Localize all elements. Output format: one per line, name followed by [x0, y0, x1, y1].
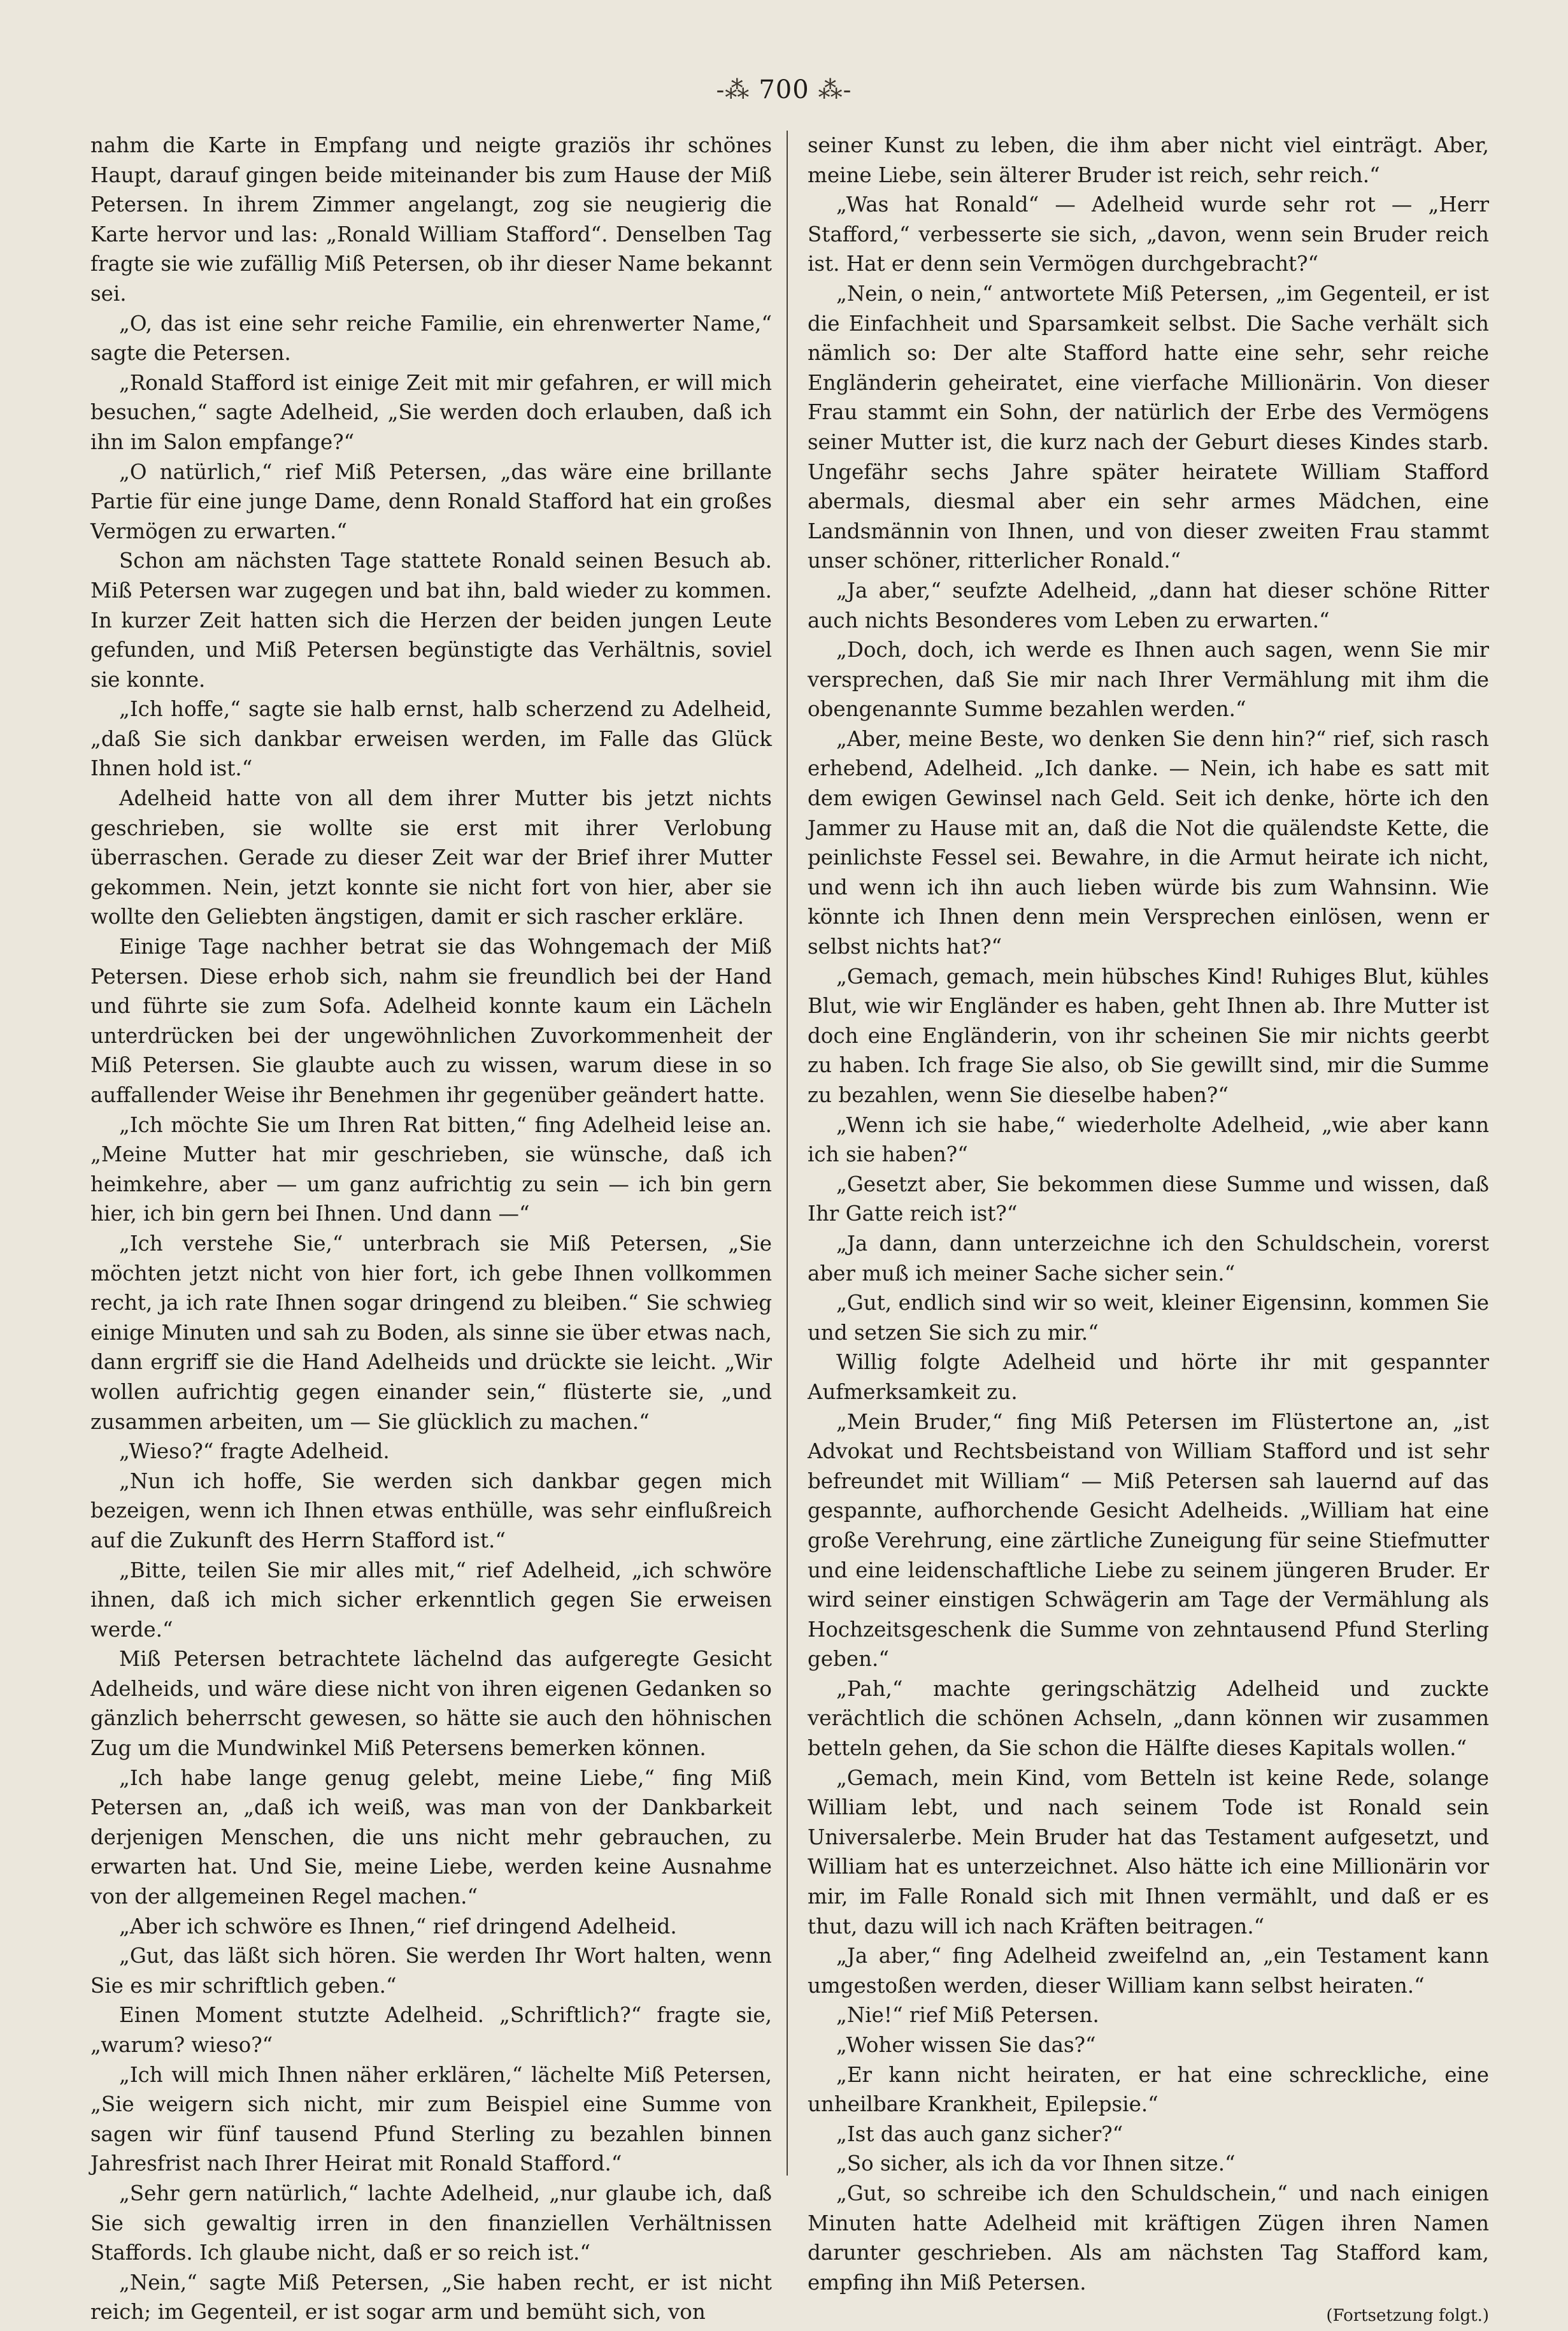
paragraph: „Ich hoffe,“ sagte sie halb ernst, halb scherzend zu Adelheid, „daß Sie sich dankbar erweisen werden, im Falle das Glück Ihnen hold ist.“	[90, 697, 772, 781]
paragraph: Adelheid hatte von all dem ihrer Mutter bis jetzt nichts geschrieben, sie wollte sie erst mit ihrer Verlobung überraschen. Gerade zu dieser Zeit war der Brief ihrer Mutter gekommen. Nein, jetzt konnte sie nicht fort von hier, aber sie wollte den Geliebten ängstigen, damit er sich rascher erkläre.	[90, 786, 772, 929]
column-divider	[787, 131, 788, 2176]
paragraph: „Ronald Stafford ist einige Zeit mit mir gefahren, er will mich besuchen,“ sagte Adelheid, „Sie werden doch erlauben, daß ich ihn im Salon empfange?“	[90, 370, 772, 454]
paragraph: Willig folgte Adelheid und hörte ihr mit gespannter Aufmerksamkeit zu.	[808, 1350, 1489, 1404]
right-paragraphs	[808, 131, 1489, 2297]
paragraph: „Doch, doch, ich werde es Ihnen auch sagen, wenn Sie mir versprechen, daß Sie mir nach Ihrer Vermählung mit ihm die obengenannte Summe bezahlen werden.“	[808, 638, 1489, 722]
paragraph: „Ich will mich Ihnen näher erklären,“ lächelte Miß Petersen, „Sie weigern sich nicht, mir zum Beispiel eine Summe von sagen wir fünf tausend Pfund Sterling zu bezahlen binnen Jahresfrist nach Ihrer Heirat mit Ronald Stafford.“	[90, 2062, 772, 2176]
paragraph: „Gut, endlich sind wir so weit, kleiner Eigensinn, kommen Sie und setzen Sie sich zu mir.“	[808, 1291, 1489, 1345]
paragraph: „Nun ich hoffe, Sie werden sich dankbar gegen mich bezeigen, wenn ich Ihnen etwas enthülle, was sehr einflußreich auf die Zukunft des Herrn Stafford ist.“	[90, 1468, 772, 1553]
paragraph: „Sehr gern natürlich,“ lachte Adelheid, „nur glaube ich, daß Sie sich gewaltig irren in den finanziellen Verhältnissen Staffords. Ich glaube nicht, daß er so reich ist.“	[90, 2181, 772, 2265]
paragraph: „Nein,“ sagte Miß Petersen, „Sie haben recht, er ist nicht reich; im Gegenteil, er ist sogar arm und bemüht sich, von	[90, 2270, 772, 2325]
paragraph: „Ja aber,“ fing Adelheid zweifelnd an, „ein Testament kann umgestoßen werden, dieser William kann selbst heiraten.“	[808, 1944, 1489, 1998]
paragraph: „Gut, so schreibe ich den Schuldschein,“ und nach einigen Minuten hatte Adelheid mit kräftigen Zügen ihren Namen darunter geschrieben. Als am nächsten Tag Stafford kam, empfing ihn Miß Petersen.	[808, 2181, 1489, 2295]
paragraph: „Ich möchte Sie um Ihren Rat bitten,“ fing Adelheid leise an. „Meine Mutter hat mir geschrieben, sie wünsche, daß ich heimkehre, aber — um ganz aufrichtig zu sein — ich bin gern hier, ich bin gern bei Ihnen. Und dann —“	[90, 1112, 772, 1226]
paragraph: „Wieso?“ fragte Adelheid.	[119, 1439, 390, 1464]
paragraph: „Gemach, gemach, mein hübsches Kind! Ruhiges Blut, kühles Blut, wie wir Engländer es haben, geht Ihnen ab. Ihre Mutter ist doch eine Engländerin, von ihr scheinen Sie mir nichts geerbt zu haben. Ich frage Sie also, ob Sie gewillt sind, mir die Summe zu bezahlen, wenn Sie dieselbe haben?“	[808, 964, 1489, 1107]
ornament-right-icon: ⁂-	[818, 76, 852, 104]
paragraph: Einen Moment stutzte Adelheid. „Schriftlich?“ fragte sie, „warum? wieso?“	[90, 2003, 772, 2057]
paragraph: „Aber ich schwöre es Ihnen,“ rief dringend Adelheid.	[119, 1914, 677, 1939]
paragraph: „Was hat Ronald“ — Adelheid wurde sehr rot — „Herr Stafford,“ verbesserte sie sich, „davon, wenn sein Bruder reich ist. Hat er denn sein Vermögen durchgebracht?“	[808, 192, 1489, 276]
left-column	[90, 131, 772, 2325]
paragraph: „Mein Bruder,“ fing Miß Petersen im Flüstertone an, „ist Advokat und Rechtsbeistand von William Stafford und ist sehr befreundet mit William“ — Miß Petersen sah lauernd auf das gespannte, aufhorchende Gesicht Adelheids. „William hat eine große Verehrung, eine zärtliche Zuneigung für seine Stiefmutter und eine leidenschaftliche Liebe zu seinem jüngeren Bruder. Er wird seiner einstigen Schwägerin am Tage der Vermählung als Hochzeitsgeschenk die Summe von zehntausend Pfund Sterling geben.“	[808, 1409, 1489, 1672]
paragraph: „Ich verstehe Sie,“ unterbrach sie Miß Petersen, „Sie möchten jetzt nicht von hier fort, ich gebe Ihnen vollkommen recht, ja ich rate Ihnen sogar dringend zu bleiben.“ Sie schwieg einige Minuten und sah zu Boden, als sinne sie über etwas nach, dann ergriff sie die Hand Adelheids und drückte sie leicht. „Wir wollen aufrichtig gegen einander sein,“ flüsterte sie, „und zusammen arbeiten, um — Sie glücklich zu machen.“	[90, 1231, 772, 1434]
paragraph: „Ist das auch ganz sicher?“	[836, 2121, 1123, 2146]
paragraph: Einige Tage nachher betrat sie das Wohngemach der Miß Petersen. Diese erhob sich, nahm sie freundlich bei der Hand und führte sie zum Sofa. Adelheid konnte kaum ein Lächeln unterdrücken bei der ungewöhnlichen Zuvorkommenheit der Miß Petersen. Sie glaubte auch zu wissen, warum diese in so auffallender Weise ihr Benehmen ihr gegenüber geändert hatte.	[90, 935, 772, 1107]
paragraph: „Er kann nicht heiraten, er hat eine schreckliche, eine unheilbare Krankheit, Epilepsie.“	[808, 2062, 1489, 2117]
paragraph: „Wenn ich sie habe,“ wiederholte Adelheid, „wie aber kann ich sie haben?“	[808, 1112, 1489, 1167]
paragraph: „Ja aber,“ seufzte Adelheid, „dann hat dieser schöne Ritter auch nichts Besonderes vom Leben zu erwarten.“	[808, 578, 1489, 633]
paragraph: „O natürlich,“ rief Miß Petersen, „das wäre eine brillante Partie für eine junge Dame, denn Ronald Stafford hat ein großes Vermögen zu erwarten.“	[90, 459, 772, 543]
paragraph: „Pah,“ machte geringschätzig Adelheid und zuckte verächtlich die schönen Achseln, „dann können wir zusammen betteln gehen, da Sie schon die Hälfte dieses Kapitals wollen.“	[808, 1676, 1489, 1761]
paragraph: „Gemach, mein Kind, vom Betteln ist keine Rede, solange William lebt, und nach seinem Tode ist Ronald sein Universalerbe. Mein Bruder hat das Testament aufgesetzt, und William hat es unterzeichnet. Also hätte ich eine Millionärin vor mir, im Falle Ronald sich mit Ihnen vermählt, und daß er es thut, dazu will ich nach Kräften beitragen.“	[808, 1765, 1489, 1939]
paragraph: „O, das ist eine sehr reiche Familie, ein ehrenwerter Name,“ sagte die Petersen.	[90, 311, 772, 366]
continuation-note: (Fortsetzung folgt.)	[1326, 2306, 1489, 2326]
paragraph: „Ich habe lange genug gelebt, meine Liebe,“ fing Miß Petersen an, „daß ich weiß, was man von der Dankbarkeit derjenigen Menschen, die uns nicht mehr gebrauchen, zu erwarten hat. Und Sie, meine Liebe, werden keine Ausnahme von der allgemeinen Regel machen.“	[90, 1765, 772, 1909]
paragraph: „Nie!“ rief Miß Petersen.	[836, 2003, 1099, 2028]
paragraph: „Woher wissen Sie das?“	[836, 2033, 1096, 2057]
ornament-left-icon: -⁂	[716, 76, 750, 104]
page-number: 700	[759, 75, 809, 104]
paragraph: nahm die Karte in Empfang und neigte graziös ihr schönes Haupt, darauf gingen beide miteinander bis zum Hause der Miß Petersen. In ihrem Zimmer angelangt, zog sie neugierig die Karte hervor und las: „Ronald William Stafford“. Denselben Tag fragte sie wie zufällig Miß Petersen, ob ihr dieser Name bekannt sei.	[90, 133, 772, 306]
paragraph: seiner Kunst zu leben, die ihm aber nicht viel einträgt. Aber, meine Liebe, sein älterer Bruder ist reich, sehr reich.“	[808, 133, 1489, 187]
right-column	[808, 131, 1489, 2326]
paragraph: Miß Petersen betrachtete lächelnd das aufgeregte Gesicht Adelheids, und wäre diese nicht von ihren eigenen Gedanken so gänzlich beherrscht gewesen, so hätte sie auch den höhnischen Zug um die Mundwinkel Miß Petersens bemerken können.	[90, 1647, 772, 1761]
paragraph: „Nein, o nein,“ antwortete Miß Petersen, „im Gegenteil, er ist die Einfachheit und Sparsamkeit selbst. Die Sache verhält sich nämlich so: Der alte Stafford hatte eine sehr, sehr reiche Engländerin geheiratet, eine vierfache Millionärin. Von dieser Frau stammt ein Sohn, der natürlich der Erbe des Vermögens seiner Mutter ist, die kurz nach der Geburt dieses Kindes starb. Ungefähr sechs Jahre später heiratete William Stafford abermals, diesmal aber ein sehr armes Mädchen, eine Landsmännin von Ihnen, und von dieser zweiten Frau stammt unser schöner, ritterlicher Ronald.“	[808, 281, 1489, 573]
paragraph: „Gesetzt aber, Sie bekommen diese Summe und wissen, daß Ihr Gatte reich ist?“	[808, 1172, 1489, 1226]
paragraph: Schon am nächsten Tage stattete Ronald seinen Besuch ab. Miß Petersen war zugegen und bat ihn, bald wieder zu kommen. In kurzer Zeit hatten sich die Herzen der beiden jungen Leute gefunden, und Miß Petersen begünstigte das Verhältnis, soviel sie konnte.	[90, 549, 772, 692]
paragraph: „Gut, das läßt sich hören. Sie werden Ihr Wort halten, wenn Sie es mir schriftlich geben.“	[90, 1944, 772, 1998]
page-header	[0, 75, 1568, 104]
paragraph: „Aber, meine Beste, wo denken Sie denn hin?“ rief, sich rasch erhebend, Adelheid. „Ich danke. — Nein, ich habe es satt mit dem ewigen Gewinsel nach Geld. Seit ich denke, hörte ich den Jammer zu Hause mit an, daß die Not die quälendste Kette, die peinlichste Fessel sei. Bewahre, in die Armut heirate ich nicht, und wenn ich ihn auch lieben würde bis zum Wahnsinn. Wie könnte ich Ihnen denn mein Versprechen einlösen, wenn er selbst nichts hat?“	[808, 726, 1489, 959]
paragraph: „Ja dann, dann unterzeichne ich den Schuldschein, vorerst aber muß ich meiner Sache sicher sein.“	[808, 1231, 1489, 1286]
paragraph: „Bitte, teilen Sie mir alles mit,“ rief Adelheid, „ich schwöre ihnen, daß ich mich sicher erkenntlich gegen Sie erweisen werde.“	[90, 1558, 772, 1642]
paragraph: „So sicher, als ich da vor Ihnen sitze.“	[836, 2151, 1236, 2176]
